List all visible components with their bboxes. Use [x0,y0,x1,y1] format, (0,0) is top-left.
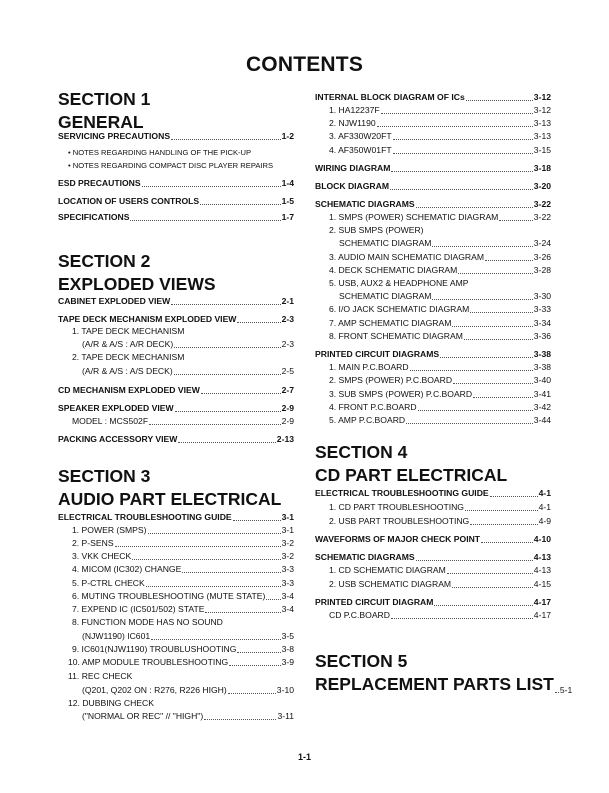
section-number: SECTION 4 [315,442,408,462]
entry-title: 1. HA12237F [329,105,380,115]
entry-title: 2. USB PART TROUBLESHOOTING [329,516,470,526]
right-toc-entry[interactable] [315,534,551,545]
page-ref: 3-22 [533,199,551,209]
right-toc-entry[interactable] [315,502,551,513]
leader-dots [499,220,532,221]
entry-title: PRINTED CIRCUIT DIAGRAM [315,597,434,607]
right-toc-entry[interactable] [315,181,551,192]
page-ref: 2-1 [281,296,294,306]
entry-title: WIRING DIAGRAM [315,163,391,173]
section-1-heading [58,88,150,134]
left-toc-entry[interactable] [58,403,294,414]
left-toc-entry[interactable] [58,512,294,523]
right-toc-entry[interactable] [315,252,551,263]
left-toc-entry[interactable] [58,339,294,350]
page-ref: 2-3 [281,314,294,324]
leader-dots [470,312,533,313]
page-ref: 3-11 [277,711,294,721]
entry-title: ELECTRICAL TROUBLESHOOTING GUIDE [315,488,489,498]
right-toc-entry[interactable] [315,516,551,527]
page-ref: 4-15 [533,579,551,589]
page-ref: 3-38 [533,362,551,372]
page-title: CONTENTS [245,53,364,76]
page-ref: 3-2 [281,538,294,548]
leader-dots [178,442,275,443]
leader-dots [391,171,532,172]
entry-title: SCHEMATIC DIAGRAM [339,291,432,301]
page-ref: 3-36 [533,331,551,341]
entry-title: (A/R & A/S : A/S DECK) [82,366,173,376]
leader-dots [393,153,533,154]
leader-dots [132,559,280,560]
leader-dots [434,605,532,606]
left-toc-entry[interactable] [58,644,294,655]
page-ref: 1-5 [281,196,294,206]
entry-title: 6. I/O JACK SCHEMATIC DIAGRAM [329,304,470,314]
section-number: SECTION 3 [58,466,151,486]
right-toc-entry[interactable] [315,349,551,360]
page-ref: 3-20 [533,181,551,191]
page-ref: 3-9 [281,657,294,667]
page-ref: 3-4 [281,604,294,614]
left-toc-entry[interactable] [58,160,294,171]
page-ref: 3-10 [276,685,294,695]
entry-title: 12. DUBBING CHECK [68,698,154,708]
page-ref: 4-9 [538,516,551,526]
right-toc-entry[interactable] [315,238,551,249]
right-toc-entry[interactable] [315,597,551,608]
leader-dots [440,357,533,358]
leader-dots [464,339,533,340]
left-toc-entry[interactable] [58,604,294,615]
page-ref: 3-13 [533,118,551,128]
entry-title: 11. REC CHECK [68,671,133,681]
page-ref: 4-10 [533,534,551,544]
leader-dots [201,393,281,394]
leader-dots [410,370,533,371]
page-ref: 3-24 [533,238,551,248]
leader-dots [171,304,280,305]
entry-title: PRINTED CIRCUIT DIAGRAMS [315,349,440,359]
page-ref: 4-17 [533,597,551,607]
section-name: GENERAL [58,112,144,132]
left-toc-entry[interactable] [58,434,294,445]
page-ref: 3-30 [533,291,551,301]
entry-title: WAVEFORMS OF MAJOR CHECK POINT [315,534,481,544]
leader-dots [237,322,280,323]
entry-title: 4. FRONT P.C.BOARD [329,402,417,412]
right-toc-entry[interactable] [315,163,551,174]
page-ref: 1-4 [281,178,294,188]
leader-dots [555,692,559,693]
section-name: EXPLODED VIEWS [58,274,216,294]
page-ref: 3-40 [533,375,551,385]
left-toc-entry[interactable] [58,564,294,575]
leader-dots [115,546,281,547]
leader-dots [473,397,533,398]
right-toc-entry[interactable] [315,105,551,116]
page-ref: 3-34 [533,318,551,328]
entry-title: 1. CD SCHEMATIC DIAGRAM [329,565,446,575]
entry-title: 1. CD PART TROUBLESHOOTING [329,502,464,512]
entry-title: MODEL : MCS502F [72,416,149,426]
entry-title: 9. IC601(NJW1190) TROUBLUSHOOTING [72,644,237,654]
section-name: REPLACEMENT PARTS LIST [315,674,554,694]
page-ref: 4-13 [533,565,551,575]
leader-dots [490,496,538,497]
leader-dots [447,573,533,574]
leader-dots [205,612,280,613]
entry-title: ESD PRECAUTIONS [58,178,141,188]
section-4-heading [315,441,507,487]
entry-title: 2. NJW1190 [329,118,376,128]
leader-dots [432,299,532,300]
page-ref: 3-44 [533,415,551,425]
leader-dots [416,560,533,561]
page-ref: 3-3 [281,578,294,588]
leader-dots [452,587,533,588]
page-ref: 3-22 [533,212,551,222]
entry-title: SPECIFICATIONS [58,212,130,222]
leader-dots [418,410,533,411]
right-toc-entry[interactable] [315,579,551,590]
entry-title: SERVICING PRECAUTIONS [58,131,171,141]
entry-title: 3. AUDIO MAIN SCHEMATIC DIAGRAM [329,252,485,262]
page-ref: 3-38 [533,349,551,359]
right-toc-entry[interactable] [315,199,551,210]
page-ref: 3-3 [281,564,294,574]
right-toc-entry[interactable] [315,402,551,413]
right-toc-entry[interactable] [315,278,551,289]
left-toc-entry[interactable] [58,711,294,722]
entry-title: 2. TAPE DECK MECHANISM [72,352,185,362]
page-ref: 3-26 [533,252,551,262]
entry-title: (Q201, Q202 ON : R276, R226 HIGH) [82,685,227,695]
left-toc-entry[interactable] [58,538,294,549]
entry-title: 1. TAPE DECK MECHANISM [72,326,185,336]
leader-dots [453,383,533,384]
page-ref: 3-41 [533,389,551,399]
leader-dots [393,139,533,140]
page-ref: 3-5 [281,631,294,641]
right-toc-entry[interactable] [315,304,551,315]
entry-title: 2. P-SENS [72,538,114,548]
leader-dots [229,665,280,666]
left-toc-entry[interactable] [58,631,294,642]
leader-dots [381,113,533,114]
page-ref: 3-18 [533,163,551,173]
entry-title: 2. SMPS (POWER) P.C.BOARD [329,375,453,385]
page-ref: 3-1 [281,525,294,535]
leader-dots [146,586,281,587]
entry-title: 10. AMP MODULE TROUBLESHOOTING [68,657,229,667]
page-ref: 2-9 [281,403,294,413]
entry-title: TAPE DECK MECHANISM EXPLODED VIEW [58,314,237,324]
left-toc-entry[interactable] [58,366,294,377]
entry-title: 5. AMP P.C.BOARD [329,415,406,425]
entry-title: CABINET EXPLODED VIEW [58,296,171,306]
section-number: SECTION 5 [315,651,408,671]
entry-title: BLOCK DIAGRAM [315,181,389,191]
leader-dots [142,186,281,187]
page-ref: 3-33 [533,304,551,314]
left-toc-entry[interactable] [58,131,294,142]
left-toc-entry[interactable] [58,578,294,589]
leader-dots [174,374,281,375]
page-ref: 4-17 [533,610,551,620]
page-ref: 3-12 [533,92,551,102]
left-toc-entry[interactable] [58,178,294,189]
section-name: CD PART ELECTRICAL [315,465,508,485]
leader-dots [200,204,280,205]
entry-title: 5. USB, AUX2 & HEADPHONE AMP [329,278,469,288]
right-toc-entry[interactable] [315,212,551,223]
entry-title: 2. USB SCHEMATIC DIAGRAM [329,579,452,589]
page-ref: 4-13 [533,552,551,562]
left-toc-entry[interactable] [58,352,294,363]
leader-dots [182,572,280,573]
entry-title: CD MECHANISM EXPLODED VIEW [58,385,200,395]
entry-title: 6. MUTING TROUBLESHOOTING (MUTE STATE) [72,591,266,601]
leader-dots [148,533,281,534]
leader-dots [149,424,280,425]
section-2-heading [58,250,216,296]
left-toc-entry[interactable] [58,525,294,536]
leader-dots [266,599,280,600]
section-3-heading [58,465,281,511]
leader-dots [204,719,276,720]
left-toc-entry[interactable] [58,617,294,628]
entry-title: 8. FRONT SCHEMATIC DIAGRAM [329,331,463,341]
leader-dots [130,220,280,221]
entry-title: 4. MICOM (IC302) CHANGE [72,564,182,574]
page-ref: 3-13 [533,131,551,141]
leader-dots [174,347,280,348]
right-toc-entry[interactable] [315,225,551,236]
leader-dots [458,273,533,274]
entry-title: • NOTES REGARDING COMPACT DISC PLAYER REPAIRS [68,161,274,170]
entry-title: 5. P-CTRL CHECK [72,578,145,588]
left-toc-entry[interactable] [58,551,294,562]
entry-title: • NOTES REGARDING HANDLING OF THE PICK-UP [68,148,252,157]
page-ref: 4-1 [538,488,551,498]
left-toc-entry[interactable] [58,591,294,602]
entry-title: 3. SUB SMPS (POWER) P.C.BOARD [329,389,473,399]
page-ref: 3-1 [281,512,294,522]
page-ref: 2-5 [281,366,294,376]
page-ref: 1-7 [281,212,294,222]
page-ref: 1-2 [281,131,294,141]
entry-title: LOCATION OF USERS CONTROLS [58,196,200,206]
right-toc-entry[interactable] [315,291,551,302]
left-toc-entry[interactable] [58,416,294,427]
entry-title: 4. AF350W01FT [329,145,392,155]
right-toc-entry[interactable] [315,415,551,426]
right-toc-entry[interactable] [315,118,551,129]
page-ref: 2-9 [281,416,294,426]
entry-title: 2. SUB SMPS (POWER) [329,225,424,235]
right-toc-entry[interactable] [315,552,551,563]
left-toc-entry[interactable] [58,147,294,158]
entry-title: 7. AMP SCHEMATIC DIAGRAM [329,318,452,328]
page-number: 1-1 [297,752,311,762]
right-toc-entry[interactable] [315,362,551,373]
page-ref: 3-8 [281,644,294,654]
section-number: SECTION 1 [58,89,151,109]
left-toc-entry[interactable] [58,326,294,337]
leader-dots [406,423,533,424]
entry-title: 3. VKK CHECK [72,551,132,561]
leader-dots [237,652,280,653]
entry-title: 4. DECK SCHEMATIC DIAGRAM [329,265,458,275]
entry-title: ("NORMAL OR REC" // "HIGH") [82,711,204,721]
right-toc-entry[interactable] [315,375,551,386]
page-ref: 2-3 [281,339,294,349]
leader-dots [390,189,533,190]
entry-title: PACKING ACCESSORY VIEW [58,434,178,444]
left-toc-entry[interactable] [58,671,294,682]
leader-dots [481,542,533,543]
right-toc-entry[interactable] [315,389,551,400]
page-ref: 5-1 [559,685,573,695]
entry-title: (A/R & A/S : A/R DECK) [82,339,174,349]
page-ref: 3-2 [281,551,294,561]
page-ref: 3-15 [533,145,551,155]
leader-dots [465,510,538,511]
leader-dots [391,618,533,619]
right-toc-entry[interactable] [315,488,551,499]
entry-title: SPEAKER EXPLODED VIEW [58,403,174,413]
page-ref: 3-28 [533,265,551,275]
entry-title: 1. SMPS (POWER) SCHEMATIC DIAGRAM [329,212,499,222]
leader-dots [151,639,280,640]
page-ref: 3-4 [281,591,294,601]
page-ref: 2-7 [281,385,294,395]
entry-title: 1. MAIN P.C.BOARD [329,362,409,372]
page-ref: 2-13 [276,434,294,444]
leader-dots [175,411,281,412]
replacement-parts-entry[interactable] [315,674,573,695]
leader-dots [466,100,533,101]
leader-dots [228,693,276,694]
entry-title: 7. EXPEND IC (IC501/502) STATE [72,604,205,614]
right-toc-entry[interactable] [315,565,551,576]
entry-title: 1. POWER (SMPS) [72,525,147,535]
left-toc-entry[interactable] [58,314,294,325]
left-toc-entry[interactable] [58,657,294,668]
left-toc-entry[interactable] [58,698,294,709]
entry-title: 8. FUNCTION MODE HAS NO SOUND [72,617,223,627]
entry-title: SCHEMATIC DIAGRAM [339,238,432,248]
entry-title: (NJW1190) IC601 [82,631,151,641]
left-toc-entry[interactable] [58,296,294,307]
page-ref: 3-42 [533,402,551,412]
entry-title: SCHEMATIC DIAGRAMS [315,552,415,562]
entry-title: ELECTRICAL TROUBLESHOOTING GUIDE [58,512,232,522]
section-number: SECTION 2 [58,251,151,271]
left-toc-entry[interactable] [58,685,294,696]
right-toc-entry[interactable] [315,92,551,103]
page-ref: 4-1 [538,502,551,512]
right-toc-entry[interactable] [315,131,551,142]
leader-dots [416,207,533,208]
left-toc-entry[interactable] [58,212,294,223]
right-toc-entry[interactable] [315,331,551,342]
entry-title: INTERNAL BLOCK DIAGRAM OF ICs [315,92,465,102]
left-toc-entry[interactable] [58,385,294,396]
entry-title: SCHEMATIC DIAGRAMS [315,199,415,209]
section-name: AUDIO PART ELECTRICAL [58,489,282,509]
right-toc-entry[interactable] [315,318,551,329]
leader-dots [452,326,532,327]
right-toc-entry[interactable] [315,265,551,276]
left-toc-entry[interactable] [58,196,294,207]
section-5-heading [315,650,551,673]
leader-dots [485,260,533,261]
leader-dots [470,524,537,525]
right-toc-entry[interactable] [315,610,551,621]
leader-dots [233,520,281,521]
page-ref: 3-12 [533,105,551,115]
leader-dots [432,246,532,247]
leader-dots [171,139,281,140]
entry-title: CD P.C.BOARD [329,610,390,620]
right-toc-entry[interactable] [315,145,551,156]
leader-dots [377,126,533,127]
entry-title: 3. AF330W20FT [329,131,392,141]
